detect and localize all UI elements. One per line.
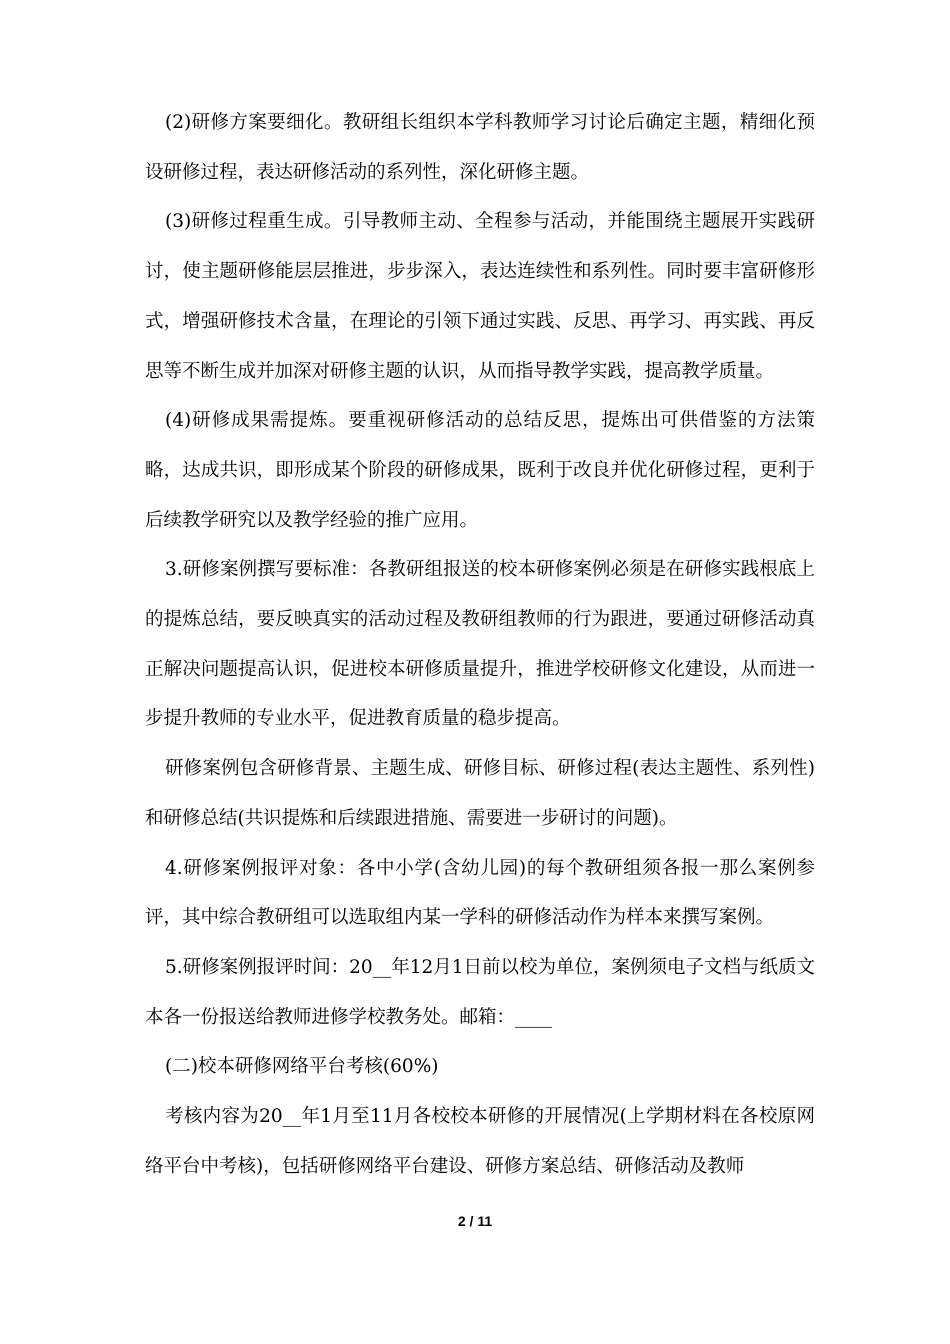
paragraph-case-contents: 研修案例包含研修背景、主题生成、研修目标、研修过程(表达主题性、系列性)和研修总结(共识提炼和后续跟进措施、需要进一步研讨的问题)。 [145, 758, 815, 829]
document-body [145, 98, 815, 1191]
paragraph-process-generate: (3)研修过程重生成。引导教师主动、全程参与活动，并能围绕主题展开实践研讨，使主题研修能层层推进，步步深入，表达连续性和系列性。同时要丰富研修形式，增强研修技术含量，在理论的引领下通过实践、反思、再学习、再实践、再反思等不断生成并加深对研修主题的认识，从而指导教学实践，提高教学质量。 [145, 211, 815, 382]
section-heading-network-platform: (二)校本研修网络平台考核(60%) [165, 1056, 439, 1078]
paragraph-plan-refine: (2)研修方案要细化。教研组长组织本学科教师学习讨论后确定主题，精细化预设研修过程，表达研修活动的系列性，深化研修主题。 [145, 112, 815, 183]
paragraph-results-refine: (4)研修成果需提炼。要重视研修活动的总结反思，提炼出可供借鉴的方法策略，达成共识，即形成某个阶段的研修成果，既利于改良并优化研修过程，更利于后续教学研究以及教学经验的推广应用。 [145, 410, 815, 531]
paragraph-case-evaluation-target: 4.研修案例报评对象：各中小学(含幼儿园)的每个教研组须各报一那么案例参评，其中综合教研组可以选取组内某一学科的研修活动作为样本来撰写案例。 [145, 857, 815, 929]
page-number: 2 / 11 [457, 1213, 493, 1229]
paragraph-case-writing-standard: 3.研修案例撰写要标准：各教研组报送的校本研修案例必须是在研修实践根底上的提炼总结，要反映真实的活动过程及教研组教师的行为跟进，要通过研修活动真正解决问题提高认识，促进校本研修质量提升，推进学校研修文化建设，从而进一步提升教师的专业水平，促进教育质量的稳步提高。 [145, 559, 815, 730]
paragraph-case-evaluation-time: 5.研修案例报评时间：20__年12月1日前以校为单位，案例须电子文档与纸质文本各一份报送给教师进修学校教务处。邮箱：____ [145, 956, 816, 1028]
paragraph-assessment-content: 考核内容为20__年1月至11月各校校本研修的开展情况(上学期材料在各校原网络平台中考核)，包括研修网络平台建设、研修方案总结、研修活动及教师 [145, 1106, 815, 1177]
